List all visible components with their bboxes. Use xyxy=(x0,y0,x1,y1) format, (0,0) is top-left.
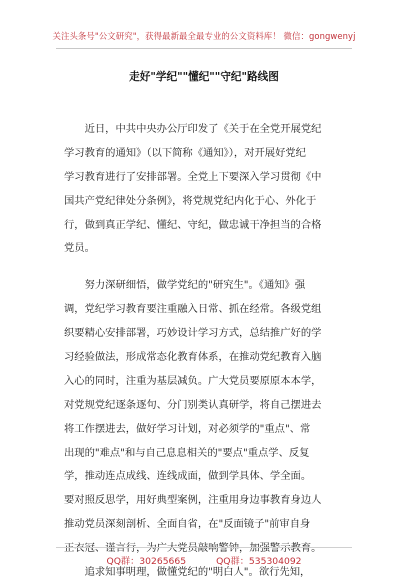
body-line: 追求知事明理，做懂党纪的"明白人"。欲行先知， xyxy=(64,566,311,579)
footer-divider xyxy=(56,547,352,548)
body-line: 习经验做法，形成常态化教育体系，在推动党纪教育入脑 xyxy=(64,351,322,364)
document-body xyxy=(64,118,346,585)
body-line: 学习教育的通知》（以下简称《通知》），对开展好党纪 xyxy=(64,146,306,159)
body-line: 正衣冠、谨言行，为广大党员敲响警钟，加强警示教育。 xyxy=(64,542,322,555)
footer xyxy=(0,553,408,567)
footer-qq-group-2: QQ群：535304092 xyxy=(216,556,302,567)
body-line: 学习教育进行了安排部署。全党上下要深入学习贯彻《中 xyxy=(64,170,322,183)
body-line: 近日，中共中央办公厅印发了《关于在全党开展党纪 xyxy=(64,123,322,135)
paragraph-gap xyxy=(64,261,346,274)
document-title: 走好"学纪""懂纪""守纪"路线图 xyxy=(129,71,279,83)
header-divider xyxy=(56,48,352,49)
footer-qq-group-1: QQ群：30265665 xyxy=(106,556,187,567)
body-line: 行，做到真正学纪、懂纪、守纪，做忠诚干净担当的合格 xyxy=(64,218,322,231)
body-line: 对党规党纪逐条逐句、分门别类认真研学，将自己摆进去 xyxy=(64,398,322,411)
body-line: 党员。 xyxy=(64,242,95,255)
body-line: 入心的同时，注重为基层减负。广大党员要原原本本学， xyxy=(64,374,322,387)
body-line: 努力深研细悟，做学党纪的"研究生"。《通知》强 xyxy=(64,279,306,292)
body-line: 学，推动连点成线、连线成面，做到学具体、学全面。 xyxy=(64,470,312,483)
header-banner: 关注头条号"公文研究"，获得最新最全最专业的公文资料库！ 微信：gongwenyj xyxy=(52,31,356,41)
body-line: 调，党纪学习教育要注重融入日常、抓在经常。各级党组 xyxy=(64,303,322,316)
body-line: 织要精心安排部署，巧妙设计学习方式，总结推广好的学 xyxy=(64,327,322,340)
body-line: 推动党员深刻剖析、全面自省，在"反面镜子"前审自身 xyxy=(64,518,311,531)
body-line: 出现的"难点"和与自己息息相关的"要点"重点学、反复 xyxy=(64,446,310,459)
body-line: 国共产党纪律处分条例》，将党规党纪内化于心、外化于 xyxy=(64,194,317,207)
body-line: 将工作摆进去，做好学习计划，对必须学的"重点"、常 xyxy=(64,422,311,435)
body-line: 要对照反思学，用好典型案例，注重用身边事教育身边人 xyxy=(64,494,322,507)
